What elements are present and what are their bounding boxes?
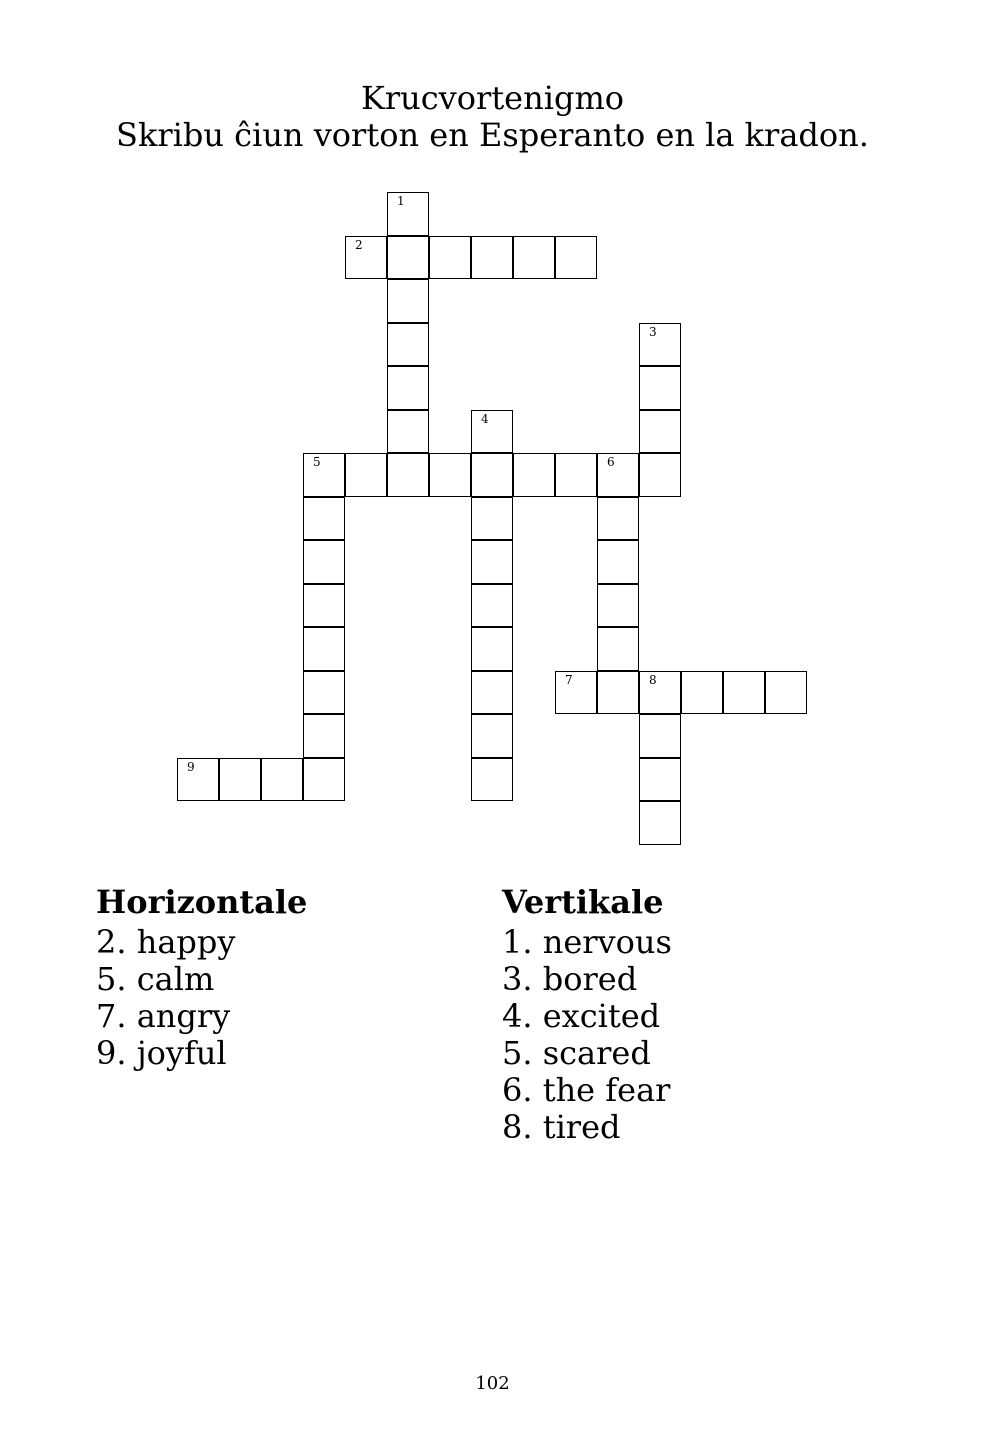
crossword-cell[interactable] — [387, 192, 429, 236]
crossword-cell[interactable] — [597, 671, 639, 715]
clue-item: 9. joyful — [96, 1034, 227, 1072]
crossword-cell[interactable] — [597, 627, 639, 671]
crossword-cell[interactable] — [723, 671, 765, 715]
crossword-cell[interactable] — [429, 453, 471, 497]
clue-item: 6. the fear — [502, 1071, 671, 1109]
crossword-cell[interactable] — [471, 236, 513, 280]
clues-across-heading: Horizontale — [96, 883, 308, 921]
crossword-cell[interactable] — [303, 671, 345, 715]
crossword-cell[interactable] — [639, 453, 681, 497]
crossword-cell[interactable] — [555, 453, 597, 497]
crossword-cell[interactable] — [261, 758, 303, 802]
crossword-cell[interactable] — [597, 584, 639, 628]
crossword-cell[interactable] — [471, 627, 513, 671]
crossword-cell[interactable] — [303, 714, 345, 758]
clues-down-list — [502, 924, 672, 1146]
crossword-cell[interactable] — [387, 279, 429, 323]
crossword-cell[interactable] — [303, 497, 345, 541]
crossword-cell[interactable] — [345, 236, 387, 280]
clue-number: 1 — [397, 194, 405, 208]
crossword-cell[interactable] — [555, 671, 597, 715]
crossword-cell[interactable] — [639, 758, 681, 802]
crossword-cell[interactable] — [345, 453, 387, 497]
crossword-cell[interactable] — [555, 236, 597, 280]
clue-number: 6 — [607, 455, 615, 469]
crossword-cell[interactable] — [765, 671, 807, 715]
crossword-cell[interactable] — [513, 453, 555, 497]
crossword-cell[interactable] — [471, 540, 513, 584]
crossword-cell[interactable] — [597, 540, 639, 584]
crossword-cell[interactable] — [303, 627, 345, 671]
clue-number: 3 — [649, 324, 657, 339]
crossword-cell[interactable] — [639, 410, 681, 454]
crossword-cell[interactable] — [303, 758, 345, 802]
crossword-cell[interactable] — [219, 758, 261, 802]
page-title: Krucvortenigmo — [360, 79, 625, 117]
crossword-cell[interactable] — [639, 366, 681, 410]
crossword-cell[interactable] — [471, 671, 513, 715]
clue-item: 1. nervous — [502, 923, 672, 961]
crossword-cell[interactable] — [639, 671, 681, 715]
clue-number: 5 — [313, 455, 321, 469]
instructions: Skribu ĉiun vorton en Esperanto en la kradon. — [116, 116, 869, 154]
crossword-cell[interactable] — [471, 410, 513, 454]
clues-down — [502, 884, 672, 1146]
crossword-cell[interactable] — [387, 323, 429, 367]
crossword-cell[interactable] — [639, 323, 681, 367]
crossword-cell[interactable] — [429, 236, 471, 280]
crossword-cell[interactable] — [387, 410, 429, 454]
crossword-cell[interactable] — [597, 453, 639, 497]
crossword-cell[interactable] — [471, 497, 513, 541]
clue-item: 5. calm — [96, 960, 215, 998]
crossword-cell[interactable] — [681, 671, 723, 715]
clue-number: 4 — [481, 411, 489, 426]
crossword-cell[interactable] — [387, 236, 429, 280]
clue-number: 8 — [649, 672, 657, 687]
crossword-cell[interactable] — [639, 714, 681, 758]
crossword-cell[interactable] — [471, 758, 513, 802]
crossword-cell[interactable] — [513, 236, 555, 280]
clue-number: 2 — [355, 237, 363, 252]
clue-item: 8. tired — [502, 1108, 621, 1146]
crossword-cell[interactable] — [303, 584, 345, 628]
crossword-cell[interactable] — [471, 584, 513, 628]
clues-across-list — [96, 924, 307, 1072]
crossword-cell[interactable] — [387, 453, 429, 497]
clue-number: 9 — [187, 759, 195, 774]
clue-item: 3. bored — [502, 960, 638, 998]
page-number: 102 — [475, 1373, 510, 1394]
clues-down-heading: Vertikale — [502, 883, 664, 921]
crossword-cell[interactable] — [639, 801, 681, 845]
crossword-cell[interactable] — [303, 540, 345, 584]
clue-item: 4. excited — [502, 997, 661, 1035]
crossword-cell[interactable] — [387, 366, 429, 410]
crossword-cell[interactable] — [471, 453, 513, 497]
crossword-cell[interactable] — [303, 453, 345, 497]
clue-item: 2. happy — [96, 923, 236, 961]
clue-item: 7. angry — [96, 997, 231, 1035]
crossword-cell[interactable] — [177, 758, 219, 802]
clue-number: 7 — [565, 672, 573, 687]
clues-across — [96, 884, 307, 1072]
clue-item: 5. scared — [502, 1034, 651, 1072]
crossword-cell[interactable] — [597, 497, 639, 541]
crossword-cell[interactable] — [471, 714, 513, 758]
